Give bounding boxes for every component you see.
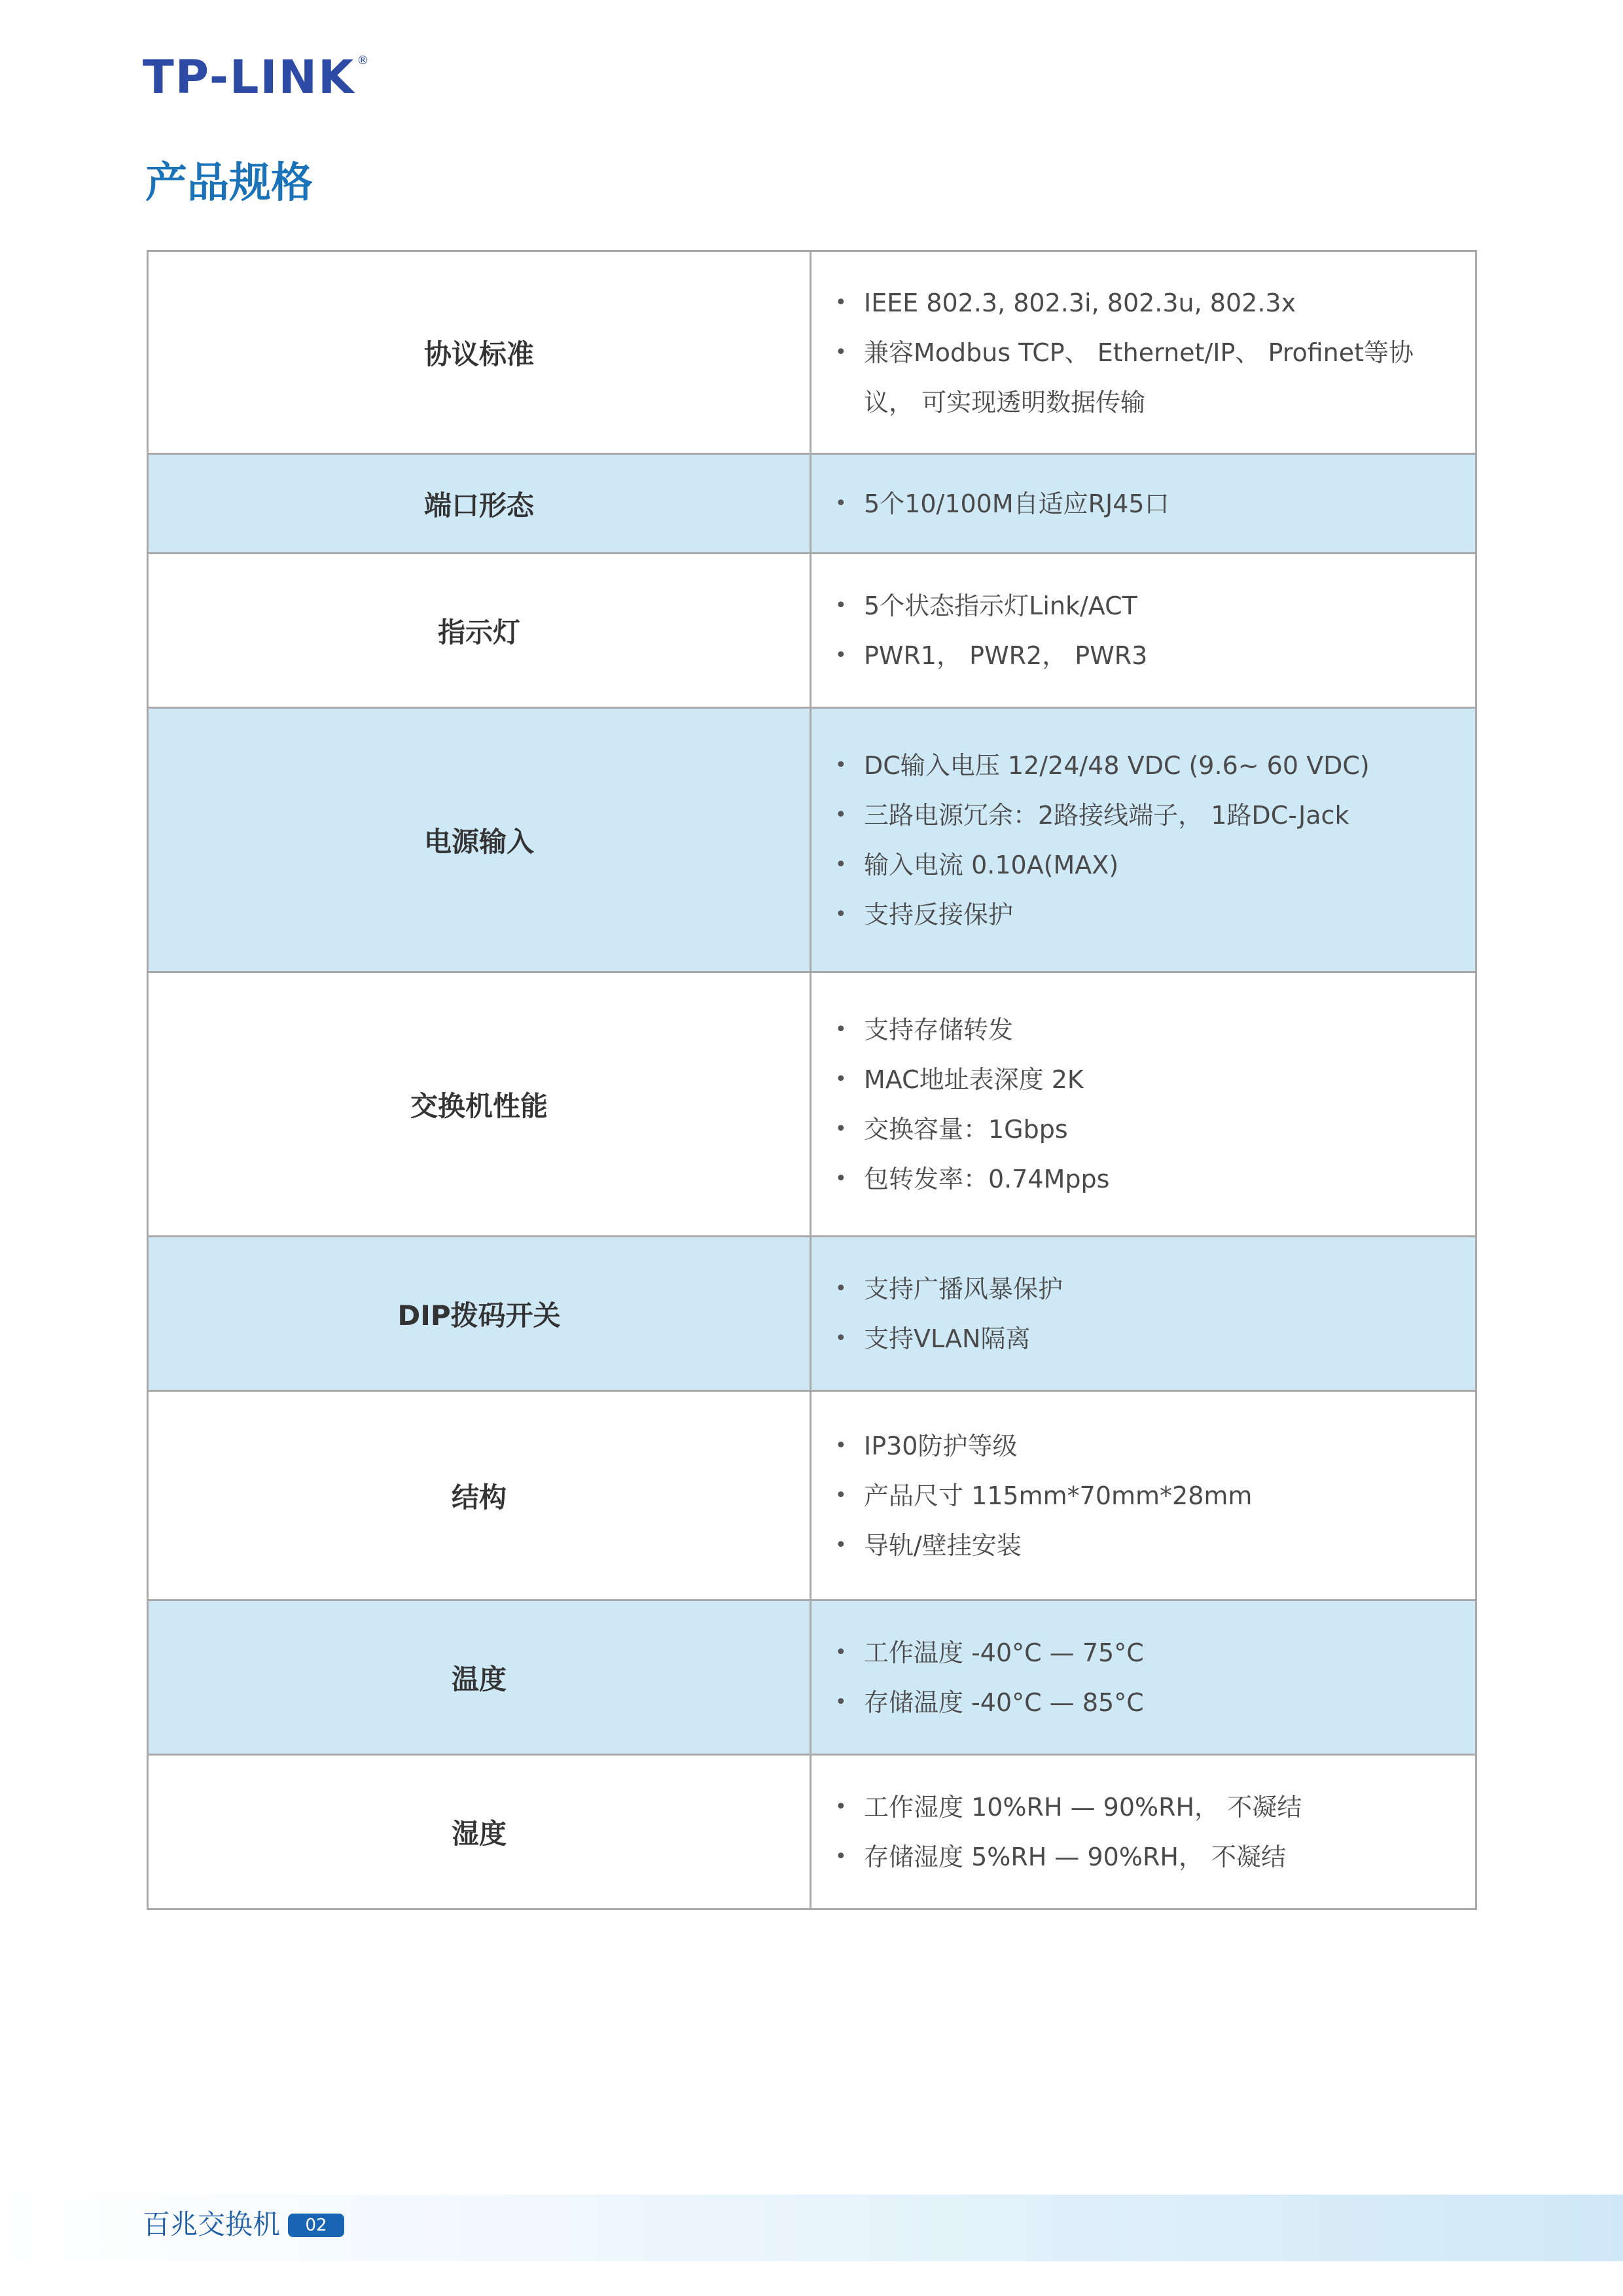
spec-item (834, 1521, 1449, 1570)
bullet-icon: • (835, 1117, 847, 1140)
spec-item (834, 741, 1449, 790)
registered-mark: ® (357, 54, 369, 67)
spec-item-text: PWR1， PWR2， PWR3 (864, 641, 1148, 670)
spec-item (834, 1005, 1449, 1055)
spec-item-text: 支持VLAN隔离 (864, 1324, 1031, 1353)
spec-label: 端口形态 (148, 454, 811, 554)
spec-item-text: 兼容Modbus TCP、 Ethernet/IP、 Profinet等协议， 可实现透明数据传输 (864, 338, 1414, 417)
spec-item (834, 790, 1449, 840)
spec-label: 电源输入 (148, 708, 811, 972)
bullet-icon: • (835, 1690, 847, 1714)
bullet-icon: • (835, 643, 847, 667)
bullet-icon: • (835, 291, 847, 314)
spec-row (148, 1391, 1476, 1600)
bullet-icon: • (835, 1795, 847, 1818)
spec-item (834, 278, 1449, 328)
spec-item-text: 支持反接保护 (864, 900, 1014, 929)
bullet-icon: • (835, 1067, 847, 1091)
page-number-badge: 02 (288, 2214, 344, 2237)
spec-item (834, 890, 1449, 940)
spec-item (834, 1055, 1449, 1104)
bullet-icon: • (835, 491, 847, 515)
spec-value (811, 554, 1476, 708)
spec-item (834, 1628, 1449, 1678)
bullet-icon: • (835, 753, 847, 777)
spec-items (834, 741, 1449, 940)
logo-text: TP-LINK (143, 50, 355, 104)
spec-row (148, 972, 1476, 1237)
spec-item-text: 支持广播风暴保护 (864, 1274, 1063, 1303)
spec-item-text: 三路电源冗余：2路接线端子， 1路DC-Jack (864, 800, 1349, 830)
bullet-icon: • (835, 1326, 847, 1350)
spec-item (834, 1832, 1449, 1882)
bullet-icon: • (835, 1434, 847, 1457)
spec-item (834, 1782, 1449, 1832)
spec-label: 协议标准 (148, 251, 811, 454)
spec-item-text: 包转发率：0.74Mpps (864, 1164, 1110, 1193)
spec-items (834, 1421, 1449, 1570)
spec-item-text: MAC地址表深度 2K (864, 1065, 1084, 1094)
spec-item (834, 328, 1449, 427)
spec-item (834, 1154, 1449, 1204)
spec-items (834, 1005, 1449, 1204)
spec-row (148, 1237, 1476, 1391)
footer-product-line: 百兆交换机 (143, 2208, 281, 2240)
spec-item-text: 5个状态指示灯Link/ACT (864, 591, 1137, 620)
spec-item-text: 5个10/100M自适应RJ45口 (864, 489, 1169, 518)
spec-row (148, 1755, 1476, 1909)
spec-item (834, 1471, 1449, 1521)
spec-item (834, 1264, 1449, 1314)
page-title: 产品规格 (145, 159, 313, 207)
spec-row (148, 251, 1476, 454)
spec-label: 交换机性能 (148, 972, 811, 1237)
spec-items (834, 278, 1449, 427)
spec-label: 湿度 (148, 1755, 811, 1909)
bullet-icon: • (835, 902, 847, 926)
tp-link-logo (143, 50, 369, 104)
spec-value (811, 1237, 1476, 1391)
spec-items (834, 1628, 1449, 1727)
spec-label: DIP拨码开关 (148, 1237, 811, 1391)
spec-item-text: 存储湿度 5%RH — 90%RH， 不凝结 (864, 1842, 1287, 1871)
spec-item (834, 1421, 1449, 1471)
spec-value (811, 251, 1476, 454)
spec-item-text: DC输入电压 12/24/48 VDC (9.6~ 60 VDC) (864, 751, 1370, 780)
spec-item-text: IEEE 802.3, 802.3i, 802.3u, 802.3x (864, 288, 1296, 317)
bullet-icon: • (835, 1167, 847, 1190)
spec-item-text: 工作湿度 10%RH — 90%RH， 不凝结 (864, 1792, 1302, 1822)
spec-item (834, 1678, 1449, 1727)
spec-item (834, 581, 1449, 631)
spec-item-text: 工作温度 -40°C — 75°C (864, 1638, 1144, 1667)
spec-item-text: 输入电流 0.10A(MAX) (864, 850, 1119, 879)
spec-item (834, 1314, 1449, 1364)
spec-value (811, 454, 1476, 554)
spec-table-body (148, 251, 1476, 1909)
spec-item-text: 交换容量：1Gbps (864, 1114, 1068, 1144)
spec-value (811, 972, 1476, 1237)
spec-item-text: 存储温度 -40°C — 85°C (864, 1687, 1144, 1717)
spec-label: 指示灯 (148, 554, 811, 708)
bullet-icon: • (835, 1017, 847, 1041)
spec-value (811, 1391, 1476, 1600)
spec-value (811, 708, 1476, 972)
spec-items (834, 1264, 1449, 1364)
bullet-icon: • (835, 853, 847, 876)
spec-items (834, 479, 1449, 529)
bullet-icon: • (835, 1277, 847, 1300)
spec-item (834, 479, 1449, 529)
spec-value (811, 1755, 1476, 1909)
spec-items (834, 581, 1449, 680)
spec-item-text: 导轨/壁挂安装 (864, 1530, 1022, 1560)
spec-items (834, 1782, 1449, 1882)
bullet-icon: • (835, 803, 847, 826)
spec-item-text: IP30防护等级 (864, 1431, 1018, 1460)
spec-value (811, 1600, 1476, 1755)
spec-item (834, 631, 1449, 680)
bullet-icon: • (835, 1845, 847, 1868)
bullet-icon: • (835, 1483, 847, 1507)
spec-row (148, 454, 1476, 554)
spec-table (147, 250, 1477, 1910)
spec-row (148, 708, 1476, 972)
spec-item (834, 1104, 1449, 1154)
spec-row (148, 554, 1476, 708)
spec-label: 结构 (148, 1391, 811, 1600)
bullet-icon: • (835, 340, 847, 364)
bullet-icon: • (835, 1533, 847, 1557)
spec-item-text: 产品尺寸 115mm*70mm*28mm (864, 1481, 1253, 1510)
spec-item-text: 支持存储转发 (864, 1015, 1014, 1044)
bullet-icon: • (835, 593, 847, 617)
bullet-icon: • (835, 1640, 847, 1664)
spec-item (834, 840, 1449, 890)
spec-row (148, 1600, 1476, 1755)
spec-label: 温度 (148, 1600, 811, 1755)
